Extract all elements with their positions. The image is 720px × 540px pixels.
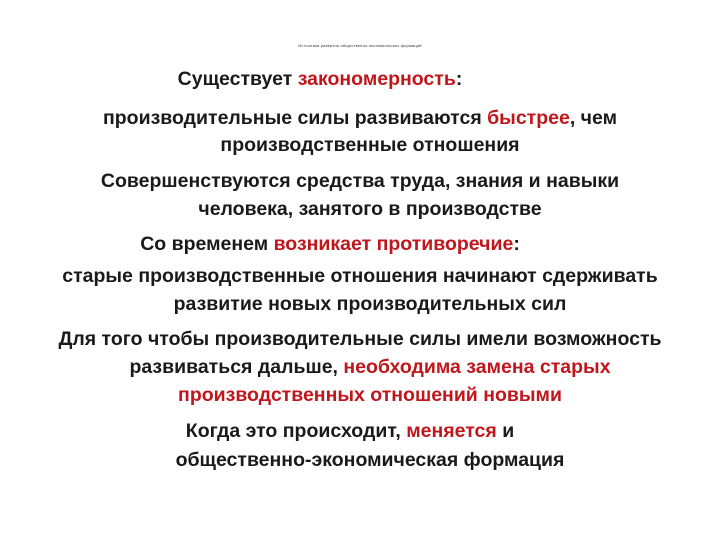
line-improve-means <box>0 169 720 193</box>
text: развиваться дальше, <box>129 356 344 378</box>
text: производственные отношения <box>220 134 520 156</box>
line-when-happens <box>0 419 720 443</box>
text: : <box>455 68 463 90</box>
highlight-changes: меняется <box>406 420 497 442</box>
highlight-contradiction: возникает противоречие <box>273 233 514 255</box>
line-old-relations <box>0 264 720 288</box>
line-relations <box>0 133 720 157</box>
highlight-new-relations: производственных отношений новыми <box>178 384 562 406</box>
text: , чем <box>569 107 617 129</box>
line-contradiction <box>0 232 720 256</box>
slide-title: Источники развития общественно-экономических формаций <box>298 43 422 48</box>
line-develop-further <box>0 355 720 379</box>
line-new-relations <box>0 383 720 407</box>
line-new-forces <box>0 292 720 316</box>
text: Со временем <box>140 233 274 255</box>
text: и <box>496 420 515 442</box>
line-in-order-to <box>0 327 720 351</box>
text: развитие новых производительных сил <box>173 293 567 315</box>
line-formation <box>0 448 720 472</box>
text: старые производственные отношения начинают сдерживать <box>62 265 658 287</box>
line-forces-develop <box>0 106 720 130</box>
line-person-employed <box>0 197 720 221</box>
text: Совершенствуются средства труда, знания и навыки <box>100 170 620 192</box>
text: производительные силы развиваются <box>102 107 488 129</box>
highlight-replacement: необходима замена старых <box>343 356 611 378</box>
highlight-faster: быстрее <box>487 107 570 129</box>
highlight-regularity: закономерность <box>297 68 456 90</box>
text: : <box>513 233 520 255</box>
text: Для того чтобы производительные силы имели возможность <box>58 328 662 350</box>
text: Когда это происходит, <box>185 420 407 442</box>
line-regularity <box>0 67 720 91</box>
text: общественно-экономическая формация <box>175 449 565 471</box>
text: Существует <box>177 68 298 90</box>
text: человека, занятого в производстве <box>198 198 542 220</box>
